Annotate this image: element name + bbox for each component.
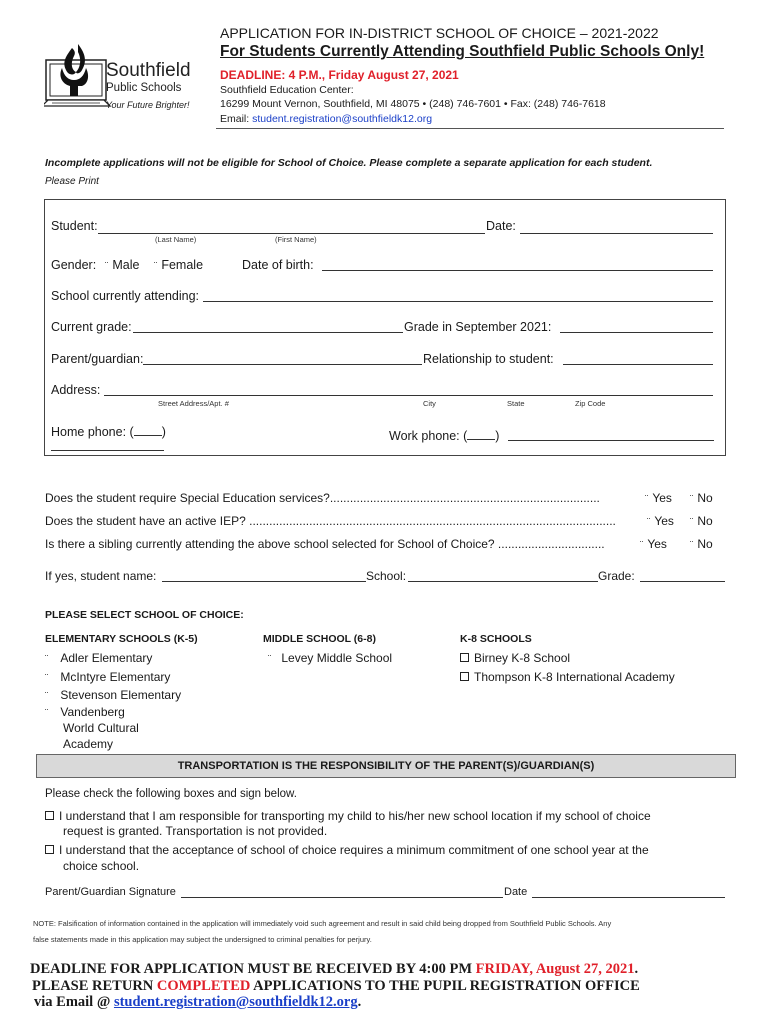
center-name: Southfield Education Center:: [220, 84, 354, 96]
checkbox-icon: ¨: [154, 261, 158, 272]
logo-sub: Public Schools: [106, 82, 182, 94]
parent-field[interactable]: [143, 364, 422, 365]
header-divider: [216, 128, 724, 129]
commitment-ack[interactable]: I understand that the acceptance of school of choice requires a minimum commitment of one school year at the: [45, 843, 649, 857]
form-subtitle: For Students Currently Attending Southfield Public Schools Only!: [220, 43, 705, 60]
final-email-link[interactable]: student.registration@southfieldk12.org: [113, 994, 358, 1010]
current-grade-field[interactable]: [133, 332, 403, 333]
incomplete-warning: Incomplete applications will not be eligible for School of Choice. Please complete a separate application for each student.: [45, 157, 653, 169]
k8-title: K-8 SCHOOLS: [460, 633, 532, 645]
southfield-logo: [44, 40, 204, 122]
male-option[interactable]: [105, 258, 139, 272]
home-area-code-field[interactable]: [134, 426, 162, 436]
iep-question: Does the student have an active IEP? ..............................................................................................................: [45, 514, 616, 528]
sibling-name-field[interactable]: [162, 581, 366, 582]
checkbox-icon: [45, 845, 54, 854]
signature-label: Parent/Guardian Signature: [45, 886, 176, 898]
checkbox-icon: ¨: [268, 654, 272, 665]
iep-no[interactable]: ¨ No: [690, 514, 713, 528]
final-line-3: via Email @ student.registration@southfieldk12.org.: [34, 994, 362, 1010]
sibling-school-field[interactable]: [408, 581, 598, 582]
school-option-thompson[interactable]: Thompson K-8 International Academy: [460, 670, 675, 684]
sibling-school-label: School:: [366, 569, 407, 583]
falsification-note-1: NOTE: Falsification of information contained in the application will immediately void such agreement and result in said child being dropped from Southfield Public Schools. Any: [33, 919, 612, 928]
checkbox-icon: ¨: [690, 540, 694, 551]
zip-caption: Zip Code: [575, 399, 606, 408]
check-instruction: Please check the following boxes and sign below.: [45, 788, 297, 800]
checkbox-icon: ¨: [45, 691, 49, 702]
sibling-name-label: If yes, student name:: [45, 569, 157, 583]
student-label: Student:: [51, 219, 98, 233]
checkbox-icon: ¨: [105, 261, 109, 272]
iep-yes[interactable]: ¨ Yes: [647, 514, 674, 528]
checkbox-icon: ¨: [45, 708, 49, 719]
commitment-ack-cont: choice school.: [63, 859, 140, 873]
dob-label: Date of birth:: [242, 258, 314, 272]
sibling-yes[interactable]: ¨ Yes: [640, 537, 667, 551]
checkbox-icon: [460, 653, 469, 662]
transport-ack-1-cont: request is granted. Transportation is not provided.: [63, 824, 328, 838]
center-address: 16299 Mount Vernon, Southfield, MI 48075 • (248) 746-7601 • Fax: (248) 746-7618: [220, 98, 606, 110]
sibling-grade-label: Grade:: [598, 569, 635, 583]
gender-label: Gender:: [51, 258, 97, 272]
checkbox-icon: ¨: [45, 673, 49, 684]
checkbox-icon: ¨: [645, 494, 649, 505]
school-option-mcintyre[interactable]: ¨ McIntyre Elementary: [45, 670, 171, 684]
male-label: Male: [112, 258, 140, 272]
choice-heading: PLEASE SELECT SCHOOL OF CHOICE:: [45, 609, 244, 621]
special-ed-yes[interactable]: ¨ Yes: [645, 491, 672, 505]
transport-banner: TRANSPORTATION IS THE RESPONSIBILITY OF THE PARENT(S)/GUARDIAN(S): [36, 754, 736, 778]
checkbox-icon: ¨: [690, 517, 694, 528]
work-phone-text: Work phone: (: [389, 429, 468, 443]
vandenberg-line2: World Cultural: [63, 721, 139, 735]
logo-name: Southfield: [106, 60, 191, 81]
work-phone-close: ): [495, 429, 500, 443]
female-label: Female: [161, 258, 204, 272]
elementary-title: ELEMENTARY SCHOOLS (K-5): [45, 633, 198, 645]
checkbox-icon: ¨: [690, 494, 694, 505]
state-caption: State: [507, 399, 525, 408]
school-option-levey[interactable]: ¨ Levey Middle School: [268, 651, 393, 665]
final-line-1: DEADLINE FOR APPLICATION MUST BE RECEIVED BY 4:00 PM FRIDAY, August 27, 2021.: [30, 961, 639, 977]
work-phone-field[interactable]: [508, 440, 714, 441]
school-option-vandenberg[interactable]: ¨ Vandenberg: [45, 705, 125, 719]
sibling-question: Is there a sibling currently attending the above school selected for School of Choice? ................................: [45, 537, 605, 551]
final-line-2: PLEASE RETURN COMPLETED APPLICATIONS TO THE PUPIL REGISTRATION OFFICE: [32, 977, 640, 994]
student-info-box: [44, 199, 726, 456]
school-attending-field[interactable]: [203, 301, 713, 302]
school-option-adler[interactable]: ¨ Adler Elementary: [45, 651, 153, 665]
vandenberg-line3: Academy: [63, 737, 114, 751]
home-phone-text: Home phone: (: [51, 425, 134, 439]
logo-tagline: Your Future Brighter!: [106, 100, 190, 110]
last-name-caption: (Last Name): [155, 235, 197, 244]
street-caption: Street Address/Apt. #: [158, 399, 229, 408]
final-deadline-block: [30, 961, 750, 1011]
checkbox-icon: ¨: [647, 517, 651, 528]
work-area-code-field[interactable]: [467, 430, 495, 440]
checkbox-icon: ¨: [640, 540, 644, 551]
signature-date-label: Date: [504, 886, 528, 898]
relationship-label: Relationship to student:: [423, 352, 554, 366]
date-field[interactable]: [520, 233, 713, 234]
sibling-no[interactable]: ¨ No: [690, 537, 713, 551]
sibling-grade-field[interactable]: [640, 581, 725, 582]
middle-title: MIDDLE SCHOOL (6-8): [263, 633, 376, 645]
work-phone-label: [389, 429, 499, 443]
school-option-birney[interactable]: Birney K-8 School: [460, 651, 570, 665]
date-label: Date:: [486, 219, 516, 233]
relationship-field[interactable]: [563, 364, 713, 365]
home-phone-field[interactable]: [51, 450, 164, 451]
signature-date-field[interactable]: [532, 897, 725, 898]
first-name-caption: (First Name): [275, 235, 317, 244]
special-ed-no[interactable]: ¨ No: [690, 491, 713, 505]
home-phone-close: ): [161, 425, 166, 439]
please-print: Please Print: [45, 176, 99, 187]
current-grade-label: Current grade:: [51, 320, 132, 334]
home-phone-label: [51, 425, 166, 439]
falsification-note-2: false statements made in this application may subject the undersigned to criminal penalties for perjury.: [33, 935, 372, 944]
school-attending-label: School currently attending:: [51, 289, 200, 303]
email-label: Email:: [220, 113, 250, 125]
email-link[interactable]: student.registration@southfieldk12.org: [252, 113, 433, 125]
female-option[interactable]: [154, 258, 203, 272]
dob-field[interactable]: [322, 270, 713, 271]
student-name-field[interactable]: [98, 233, 485, 234]
email-line: [220, 113, 432, 125]
address-field[interactable]: [104, 395, 713, 396]
parent-label: Parent/guardian:: [51, 352, 144, 366]
checkbox-icon: [460, 672, 469, 681]
grade-sept-field[interactable]: [560, 332, 713, 333]
form-title: APPLICATION FOR IN-DISTRICT SCHOOL OF CHOICE – 2021-2022: [220, 25, 659, 41]
city-caption: City: [423, 399, 436, 408]
signature-field[interactable]: [181, 897, 503, 898]
special-ed-question: Does the student require Special Education services?.................................................................................: [45, 491, 600, 505]
school-option-stevenson[interactable]: ¨ Stevenson Elementary: [45, 688, 182, 702]
transport-ack-1[interactable]: I understand that I am responsible for transporting my child to his/her new school location if my school of choice: [45, 809, 651, 823]
grade-sept-label: Grade in September 2021:: [404, 320, 552, 334]
address-label: Address:: [51, 383, 101, 397]
checkbox-icon: ¨: [45, 654, 49, 665]
checkbox-icon: [45, 811, 54, 820]
deadline-text: DEADLINE: 4 P.M., Friday August 27, 2021: [220, 68, 459, 82]
